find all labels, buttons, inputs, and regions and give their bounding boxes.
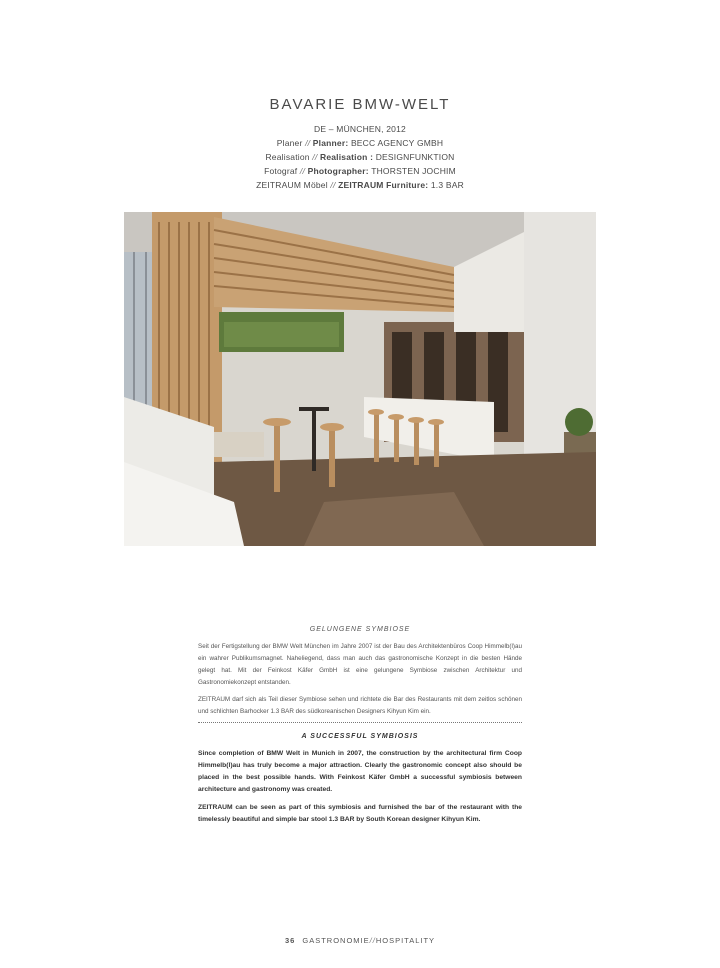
english-paragraph-2: ZEITRAUM can be seen as part of this symbiosis and furnished the bar of the restaurant with the timelessly beautiful and simple bar stool 1.3 BAR by South Korean designer Kihyun Kim. [198,804,522,823]
page-footer [0,936,720,945]
planner-label-de: Planer [276,138,303,148]
photographer-label-de: Fotograf [264,166,298,176]
german-paragraph-1-block [198,641,522,689]
english-paragraph-1: Since completion of BMW Welt in Munich in 2007, the construction by the architectural firm Coop Himmelb(l)au has truly become a major attraction. Clearly the gastronomic concept also should be placed in the best possible hands. With Feinkost Käfer GmbH a successful symbiosis between architecture and gastronomy was created. [198,750,522,793]
realisation-label-de: Realisation [265,152,310,162]
german-heading: GELUNGENE SYMBIOSE [309,626,411,633]
furniture-line [0,178,720,192]
separator: // [299,166,306,176]
photographer-line [0,164,720,178]
german-paragraph-1: Seit der Fertigstellung der BMW Welt München im Jahre 2007 ist der Bau des Architektenbüros Coop Himmelb(l)au ein wahrer Publikumsmagnet. Naheliegend, dass man auch das gastronomische Konzept in die besten Hände gelegt hat. Mit der Feinkost Käfer GmbH ist eine gelungene Symbiose zwischen Architektur und Gastronomiekonzept entstanden. [198,643,522,686]
page-number: 36 [284,936,296,945]
photographer-label-en: Photographer: [307,166,369,176]
realisation-label-en: Realisation : [319,152,374,162]
planner-value: BECC AGENCY GMBH [350,138,444,148]
realisation-value: DESIGNFUNKTION [375,152,455,162]
photographer-value: THORSTEN JOCHIM [371,166,456,176]
page-title: BAVARIE BMW-WELT [269,96,451,113]
furniture-label-de: ZEITRAUM Möbel [256,180,328,190]
footer-separator: // [369,936,376,945]
planner-line [0,136,720,150]
english-paragraph-2-block [198,802,522,826]
english-paragraph-1-block [198,748,522,796]
location: DE – MÜNCHEN, 2012 [314,124,406,134]
dotted-divider [198,722,522,723]
german-paragraph-2-block [198,694,522,718]
furniture-value: 1.3 BAR [430,180,464,190]
english-heading: A SUCCESSFUL SYMBIOSIS [301,733,419,740]
restaurant-photo [124,212,596,546]
realisation-line [0,150,720,164]
project-header [0,96,720,192]
german-paragraph-2: ZEITRAUM darf sich als Teil dieser Symbiose sehen und richtete die Bar des Restaurants mit dem zeitlos schönen und schlichten Barhocker 1.3 BAR des südkoreanischen Designers Kihyun Kim ein. [198,696,522,715]
furniture-label-en: ZEITRAUM Furniture: [338,180,429,190]
separator: // [305,138,311,148]
footer-section-de: GASTRONOMIE [302,936,370,945]
footer-section-en: HOSPITALITY [375,936,436,945]
location-line [0,122,720,136]
separator: // [312,152,318,162]
planner-label-en: Planner: [312,138,349,148]
separator: // [330,180,336,190]
